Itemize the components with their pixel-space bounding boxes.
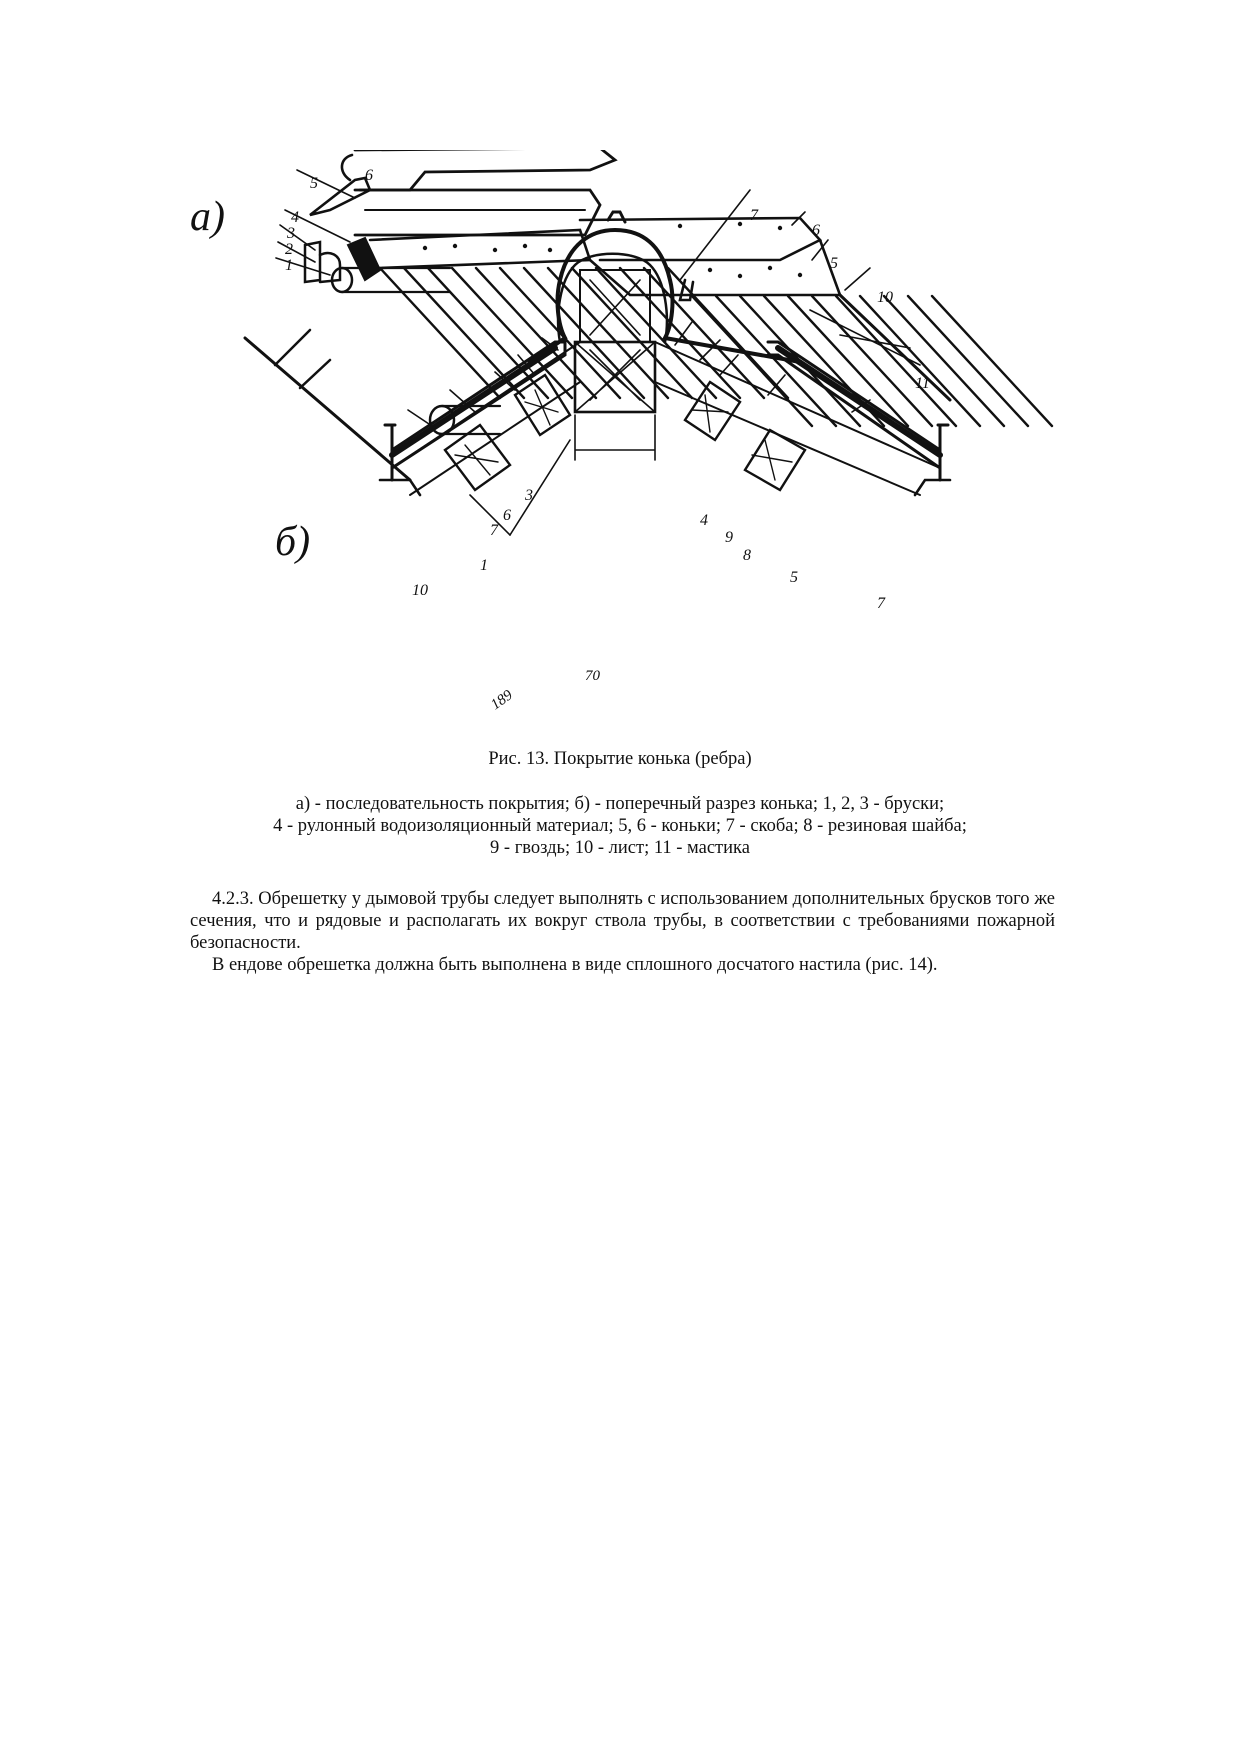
legend-line-2: 4 - рулонный водоизоляционный материал; 5, 6 - коньки; 7 - скоба; 8 - резиновая шайба; — [273, 816, 967, 836]
callout-b-1: 1 — [480, 557, 488, 574]
callout-b-7: 7 — [490, 522, 498, 539]
ridge-drawing — [180, 150, 1080, 740]
dimension-70: 70 — [585, 668, 600, 684]
callout-a-6: 6 — [365, 167, 373, 184]
callout-a-2: 2 — [285, 241, 293, 258]
legend-line-3: 9 - гвоздь; 10 - лист; 11 - мастика — [490, 838, 750, 858]
figure-caption: Рис. 13. Покрытие конька (ребра) — [488, 749, 752, 769]
callout-a-5: 5 — [310, 175, 318, 192]
callout-b-5: 5 — [790, 569, 798, 586]
callout-a-10: 10 — [877, 289, 893, 306]
callout-a-5b: 5 — [830, 255, 838, 272]
callout-b-7b: 7 — [877, 595, 885, 612]
paragraph-chimney-lathing: 4.2.3. Обрешетку у дымовой трубы следует выполнять с использованием дополнительных брусков того же сечения, что и рядовые и располагать их вокруг ствола трубы, в соответствии с требованиями пожарной безопасности. — [190, 889, 1055, 953]
callout-a-4: 4 — [291, 209, 299, 226]
callout-b-8: 8 — [743, 547, 751, 564]
callout-a-11: 11 — [915, 375, 930, 392]
paragraph-valley-lathing: В ендове обрешетка должна быть выполнена в виде сплошного досчатого настила (рис. 14). — [212, 955, 938, 975]
callout-a-7: 7 — [750, 207, 758, 224]
figure-legend — [0, 793, 1240, 859]
callout-b-4: 4 — [700, 512, 708, 529]
ridge-covering-figure — [180, 150, 1080, 740]
callout-b-9: 9 — [725, 529, 733, 546]
panel-b-label: б) — [275, 519, 311, 565]
callout-a-3: 3 — [287, 225, 295, 242]
legend-line-1: а) - последовательность покрытия; б) - поперечный разрез конька; 1, 2, 3 - бруски; — [295, 794, 945, 814]
callout-b-3: 3 — [525, 487, 533, 504]
dimension-189: 189 — [488, 687, 516, 714]
panel-a-label: а) — [190, 194, 225, 240]
callout-a-1: 1 — [285, 257, 293, 274]
section-4-2-3 — [190, 888, 1055, 976]
callout-b-6: 6 — [503, 507, 511, 524]
callout-b-10: 10 — [412, 582, 428, 599]
callout-a-6b: 6 — [812, 222, 820, 239]
